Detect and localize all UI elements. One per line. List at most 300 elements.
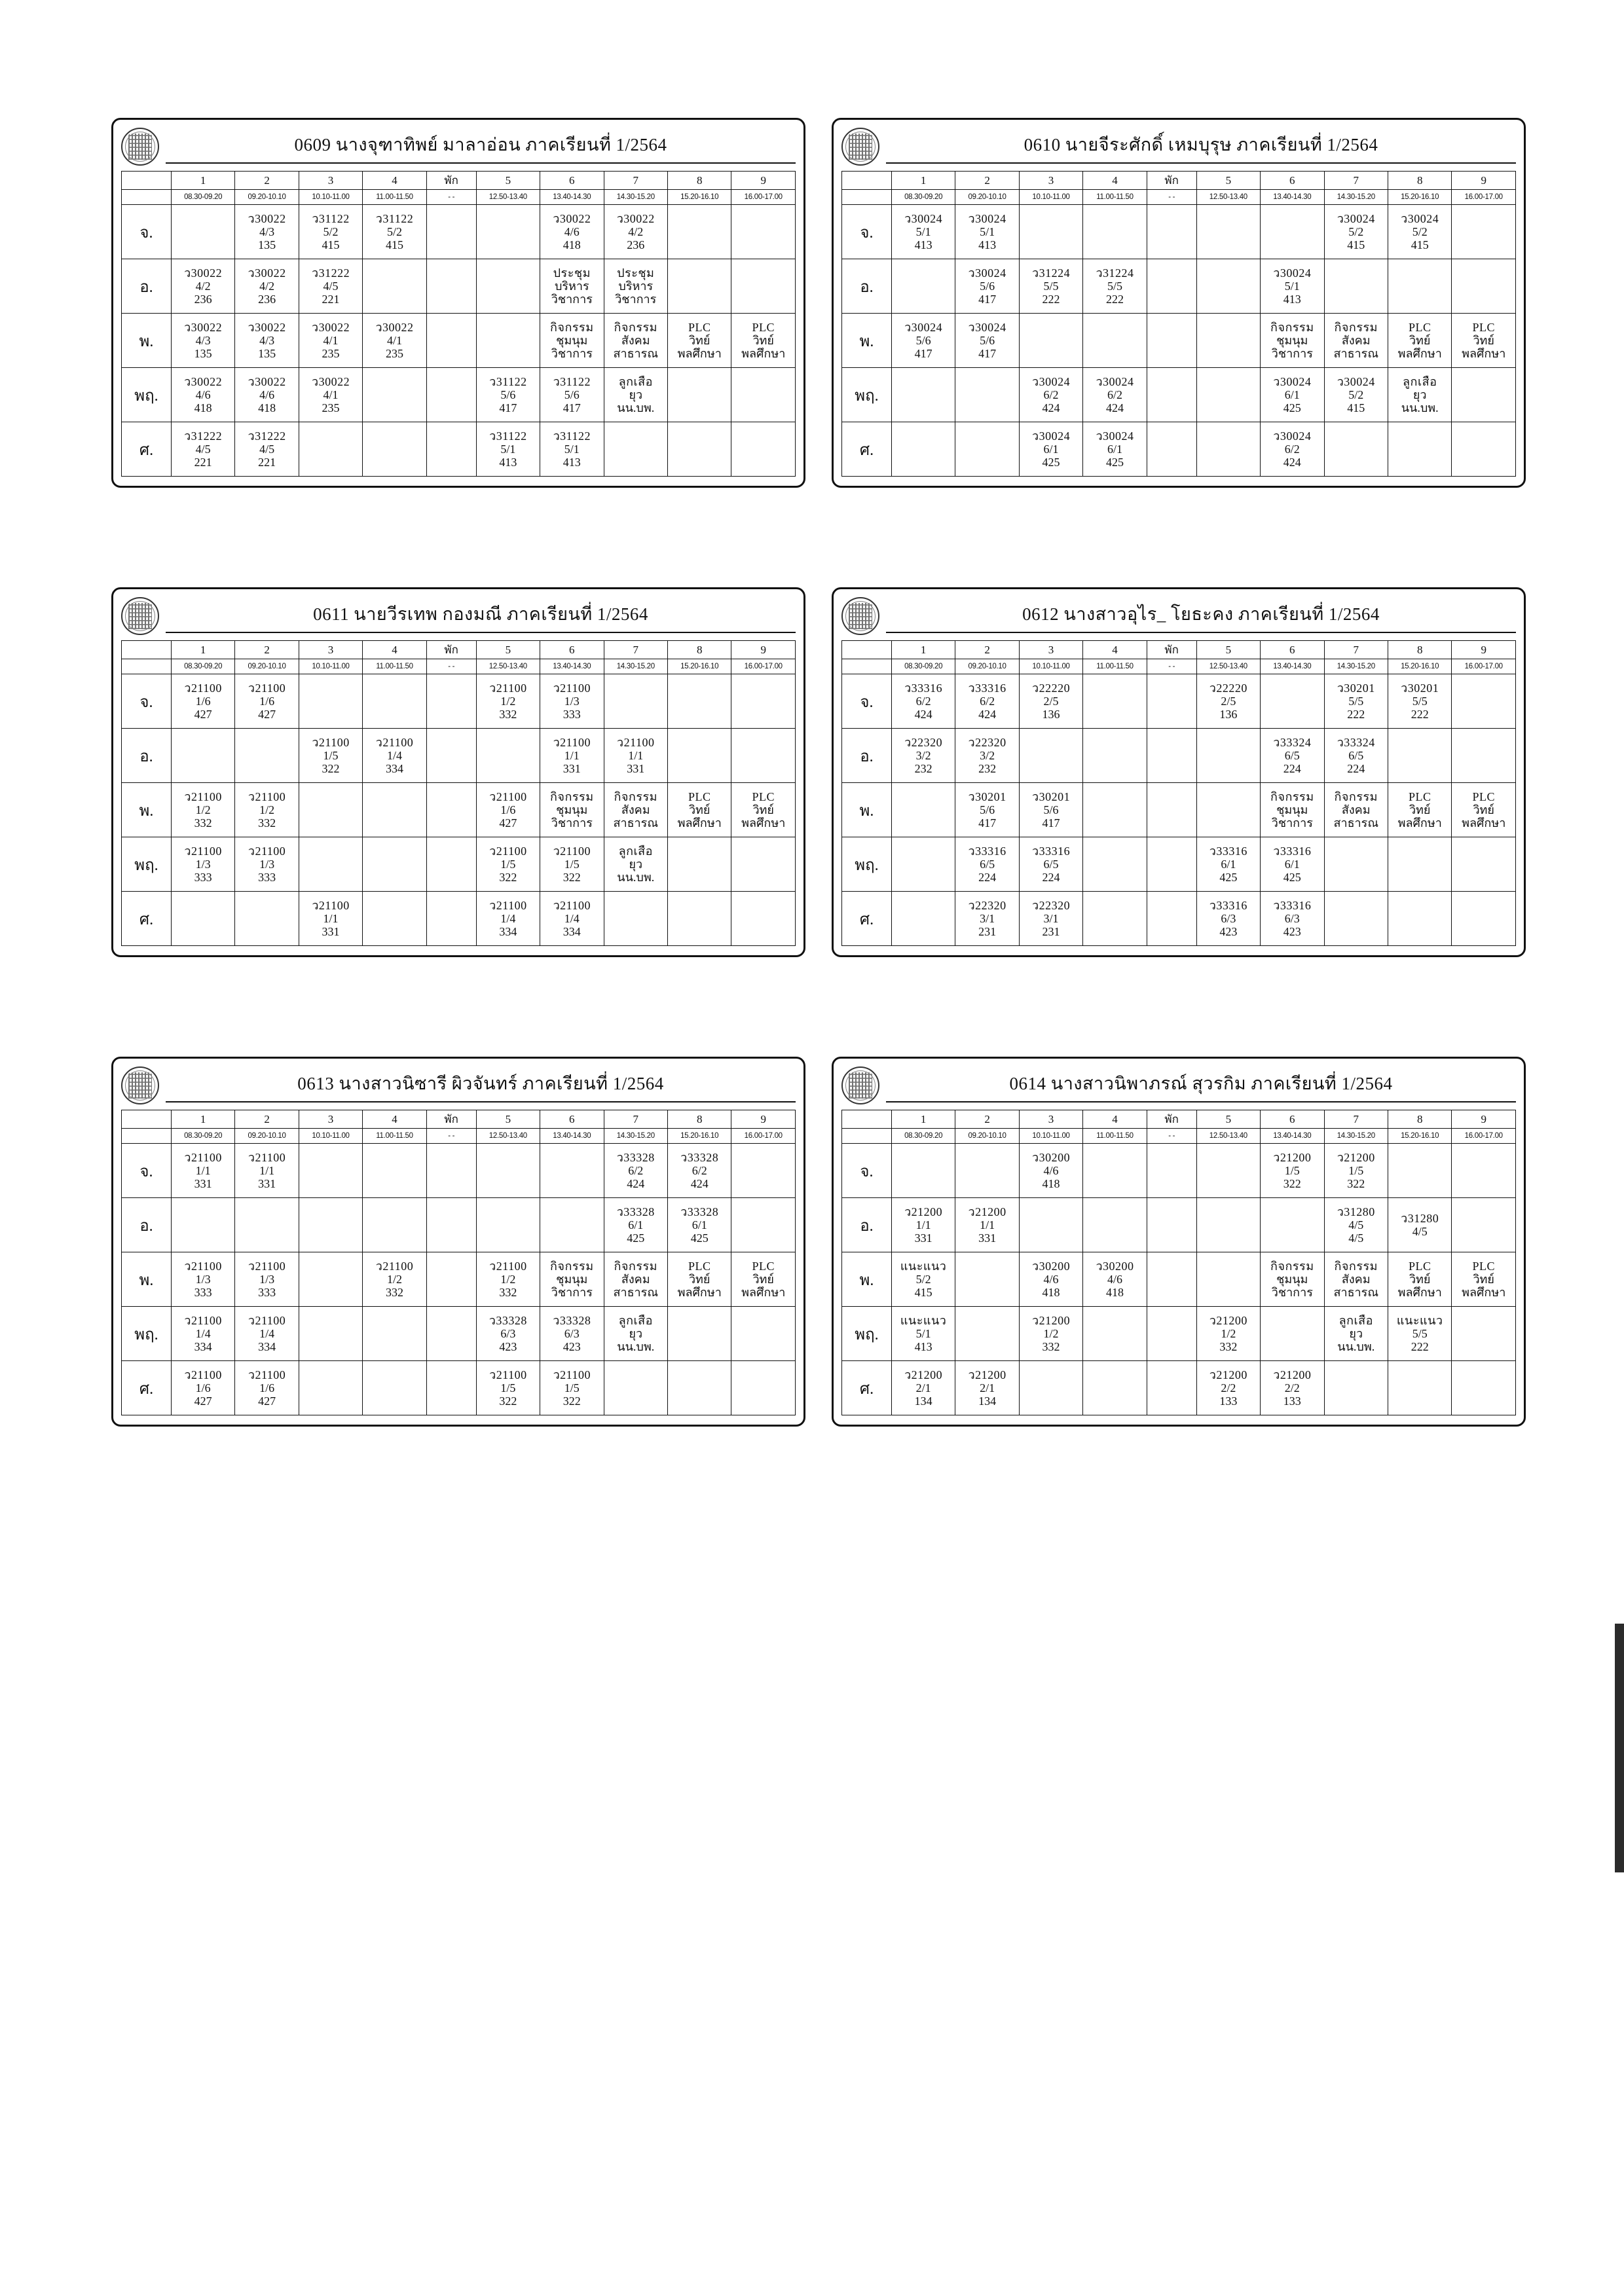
schedule-cell [1324, 1198, 1388, 1252]
schedule-cell [540, 314, 604, 368]
cell-line-2: 2/1 [915, 1381, 931, 1394]
schedule-cell [299, 1307, 362, 1361]
schedule-cell [1083, 368, 1147, 422]
schedule-cell [955, 422, 1019, 477]
card-header [841, 1065, 1516, 1107]
cell-line-3: 423 [1219, 925, 1238, 939]
day-label: ศ. [842, 1361, 892, 1415]
day-label: พฤ. [122, 837, 172, 892]
schedule-cell [1388, 205, 1451, 259]
schedule-cell [604, 1144, 667, 1198]
cell-line-3: 417 [978, 816, 997, 830]
break-cell [426, 259, 476, 314]
cell-line-2: 6/5 [1284, 748, 1300, 762]
cell-line-2: วิทย์ [688, 333, 710, 347]
cell-line-1: กิจกรรม [1334, 320, 1378, 334]
cell-line-1: ว21200 [904, 1205, 943, 1218]
cell-line-2: 4/6 [259, 388, 275, 401]
period-time-9: 15.20-16.10 [667, 659, 731, 674]
schedule-cell [171, 837, 234, 892]
cell-line-3: 222 [1347, 708, 1365, 721]
schedule-table [121, 171, 796, 477]
cell-line-2: 1/1 [980, 1218, 995, 1231]
cell-line-2: 1/2 [1043, 1326, 1059, 1340]
cell-line-1: แนะแนว [900, 1259, 947, 1273]
period-time-2: 09.20-10.10 [955, 1129, 1019, 1144]
schedule-cell [1452, 1144, 1516, 1198]
period-time-7: 13.40-14.30 [1261, 659, 1324, 674]
schedule-cell [891, 259, 955, 314]
period-time-6: 12.50-13.40 [476, 1129, 540, 1144]
cell-line-1: ว21100 [489, 844, 527, 858]
period-time-10: 16.00-17.00 [731, 190, 796, 205]
cell-line-3: 222 [1411, 1340, 1429, 1354]
schedule-cell [1019, 314, 1082, 368]
schedule-cell [731, 1361, 796, 1415]
cell-line-3: 413 [1283, 293, 1301, 306]
cell-content [955, 314, 1018, 367]
cell-content [1261, 783, 1323, 837]
school-seal-icon [841, 1066, 879, 1104]
cell-content [477, 422, 540, 476]
cell-line-3: 424 [914, 708, 932, 721]
card-header [841, 596, 1516, 638]
schedule-cell [1388, 1307, 1451, 1361]
cell-line-3: 415 [1347, 238, 1365, 252]
schedule-cell [299, 1144, 362, 1198]
period-number-4: 4 [363, 641, 426, 659]
schedule-cell [299, 892, 362, 946]
cell-line-2: 4/2 [195, 279, 211, 293]
schedule-cell [1261, 783, 1324, 837]
cell-content [1197, 674, 1260, 728]
cell-line-1: ว21100 [489, 681, 527, 695]
cell-line-3: 334 [385, 762, 403, 776]
period-number-8: 7 [1324, 1110, 1388, 1129]
card-title: 0611 นายวีรเทพ กองมณี ภาคเรียนที่ 1/2564 [166, 600, 796, 633]
schedule-cell [476, 729, 540, 783]
cell-line-3: พลศึกษา [1462, 816, 1506, 830]
cell-content [1388, 1252, 1451, 1306]
schedule-cell [363, 314, 426, 368]
day-label: พ. [122, 314, 172, 368]
cell-line-2: 1/6 [259, 694, 275, 708]
schedule-cell [171, 368, 234, 422]
cell-content [172, 368, 234, 422]
cell-line-3: 331 [194, 1177, 212, 1191]
cell-line-3: 413 [563, 456, 581, 469]
cell-line-3: 322 [1347, 1177, 1365, 1191]
cell-line-2: 1/4 [259, 1326, 275, 1340]
cell-content [1020, 837, 1082, 891]
cell-line-1: PLC [1408, 320, 1431, 334]
schedule-cell [1388, 1198, 1451, 1252]
cell-line-3: 231 [1042, 925, 1060, 939]
schedule-cell [891, 205, 955, 259]
cell-line-1: ว33328 [489, 1313, 527, 1327]
cell-line-3: 331 [322, 925, 340, 939]
cell-content [299, 368, 362, 422]
period-number-2: 2 [235, 172, 299, 190]
cell-content [477, 1252, 540, 1306]
cell-content [477, 1307, 540, 1360]
table-row [122, 1361, 796, 1415]
cell-line-2: บริหาร [618, 279, 654, 293]
corner-cell-time [122, 659, 172, 674]
schedule-cell [891, 314, 955, 368]
cell-content [1020, 259, 1082, 313]
cell-line-3: 322 [563, 871, 581, 884]
schedule-cell [1452, 1252, 1516, 1307]
cell-content [1261, 1144, 1323, 1197]
cell-content [540, 1307, 603, 1360]
cell-line-1: ว30201 [968, 790, 1006, 803]
cell-line-2: วิทย์ [1473, 803, 1494, 816]
cell-content [540, 892, 603, 945]
cell-line-3: 332 [499, 1286, 517, 1300]
period-time-9: 15.20-16.10 [1388, 659, 1451, 674]
cell-line-2: 3/2 [980, 748, 995, 762]
cell-line-3: 232 [914, 762, 932, 776]
cell-line-2: 6/1 [1043, 442, 1059, 456]
schedule-cell [604, 1307, 667, 1361]
cell-line-2: 4/5 [323, 279, 339, 293]
schedule-cell [604, 1198, 667, 1252]
schedule-cell [171, 674, 234, 729]
cell-line-2: ยุว [1349, 1326, 1363, 1340]
period-time-9: 15.20-16.10 [667, 190, 731, 205]
schedule-cell [891, 1361, 955, 1415]
schedule-cell [667, 729, 731, 783]
cell-line-2: สังคม [621, 803, 650, 816]
cell-line-3: 222 [1042, 293, 1060, 306]
period-number-3: 3 [299, 1110, 362, 1129]
cell-line-1: ว21100 [248, 681, 286, 695]
cell-content [1020, 422, 1082, 476]
cell-line-1: ว33328 [616, 1205, 655, 1218]
cell-content [955, 1361, 1018, 1415]
period-number-2: 2 [955, 172, 1019, 190]
cell-line-3: 135 [258, 347, 276, 361]
cell-content [1325, 1144, 1388, 1197]
cell-line-1: ว21100 [248, 1368, 286, 1381]
break-cell [1147, 892, 1196, 946]
cell-line-1: ว21100 [375, 1259, 414, 1273]
cell-line-3: 221 [258, 456, 276, 469]
cell-content [1020, 1307, 1082, 1360]
schedule-cell [731, 259, 796, 314]
period-number-9: 8 [667, 1110, 731, 1129]
cell-line-2: วิทย์ [1409, 1272, 1431, 1286]
cell-line-1: ว30022 [616, 211, 655, 225]
period-number-10: 9 [1452, 172, 1516, 190]
cell-line-3: 417 [978, 347, 997, 361]
cell-content [1388, 1307, 1451, 1360]
period-number-7: 6 [540, 641, 604, 659]
cell-line-2: 4/6 [1043, 1163, 1059, 1177]
schedule-cell [604, 368, 667, 422]
period-time-row [122, 659, 796, 674]
period-time-3: 10.10-11.00 [1019, 190, 1082, 205]
cell-content [172, 1307, 234, 1360]
cell-line-1: ว21100 [375, 735, 414, 749]
break-cell [1147, 837, 1196, 892]
cell-line-2: 4/3 [259, 225, 275, 238]
cell-line-3: 417 [563, 401, 581, 415]
period-number-1: 1 [891, 172, 955, 190]
period-time-6: 12.50-13.40 [476, 190, 540, 205]
corner-cell-time [842, 1129, 892, 1144]
cell-content [477, 892, 540, 945]
period-number-6: 5 [476, 641, 540, 659]
cell-line-3: 417 [978, 293, 997, 306]
schedule-cell [1324, 674, 1388, 729]
cell-line-2: 3/2 [915, 748, 931, 762]
period-number-6: 5 [1196, 641, 1260, 659]
cell-line-2: 1/6 [195, 694, 211, 708]
cell-content [1261, 729, 1323, 782]
break-cell [1147, 422, 1196, 477]
cell-line-3: 415 [914, 1286, 932, 1300]
cell-line-3: นน.บพ. [1337, 1340, 1375, 1354]
schedule-cell [476, 892, 540, 946]
cell-content [540, 837, 603, 891]
schedule-cell [476, 368, 540, 422]
cell-line-2: 5/1 [915, 1326, 931, 1340]
cell-line-1: กิจกรรม [550, 1259, 594, 1273]
day-label: อ. [842, 1198, 892, 1252]
cell-line-3: 331 [914, 1231, 932, 1245]
break-cell [1147, 259, 1196, 314]
cell-line-1: ว33324 [1273, 735, 1312, 749]
period-number-1: 1 [171, 641, 234, 659]
cell-line-1: ว31224 [1096, 266, 1134, 280]
cell-line-1: ว21100 [184, 844, 222, 858]
cell-line-1: ว21100 [248, 1313, 286, 1327]
cell-line-1: ว22220 [1209, 681, 1247, 695]
schedule-cell [476, 422, 540, 477]
cell-line-2: 4/2 [628, 225, 644, 238]
corner-cell [842, 1110, 892, 1129]
schedule-cell [731, 1252, 796, 1307]
cell-content [1325, 783, 1388, 837]
cell-line-3: 424 [627, 1177, 645, 1191]
day-label: พฤ. [842, 1307, 892, 1361]
schedule-cell [1261, 1361, 1324, 1415]
corner-cell [842, 172, 892, 190]
schedule-cell [1261, 729, 1324, 783]
cell-line-1: ว30024 [1337, 374, 1375, 388]
schedule-cell [540, 783, 604, 837]
school-seal-icon [841, 597, 879, 635]
cell-line-1: ว30024 [1337, 211, 1375, 225]
cell-line-3: 413 [499, 456, 517, 469]
break-cell [426, 422, 476, 477]
cell-line-3: 418 [194, 401, 212, 415]
schedule-cell [955, 1144, 1019, 1198]
period-time-4: 11.00-11.50 [363, 659, 426, 674]
cell-line-3: วิชาการ [1271, 1286, 1313, 1300]
cell-line-2: 1/5 [500, 1381, 516, 1394]
cell-line-2: 4/3 [259, 333, 275, 347]
cell-line-1: ลูกเสือ [618, 844, 653, 858]
cell-line-1: ว33324 [1337, 735, 1375, 749]
cell-content [235, 1252, 298, 1306]
schedule-cell [1019, 259, 1082, 314]
cell-line-1: ว21200 [1209, 1368, 1247, 1381]
schedule-cell [1196, 422, 1260, 477]
cell-content [299, 259, 362, 313]
schedule-cell [363, 1307, 426, 1361]
schedule-cell [731, 892, 796, 946]
cell-content [955, 205, 1018, 259]
cell-line-1: ลูกเสือ [1403, 374, 1437, 388]
break-cell [426, 674, 476, 729]
cell-line-1: ว22320 [904, 735, 943, 749]
cell-line-1: ว33316 [1273, 844, 1312, 858]
cell-line-1: ว21100 [248, 844, 286, 858]
cell-line-2: 1/2 [500, 694, 516, 708]
cell-line-1: กิจกรรม [614, 790, 658, 803]
cell-line-2: 4/2 [259, 279, 275, 293]
cell-content [604, 1307, 667, 1360]
table-row [122, 368, 796, 422]
schedule-cell [1083, 259, 1147, 314]
cell-line-1: ว33328 [616, 1150, 655, 1164]
cell-line-1: ว21100 [248, 1259, 286, 1273]
cell-content [235, 783, 298, 837]
cell-content [1197, 1361, 1260, 1415]
period-time-8: 14.30-15.20 [604, 659, 667, 674]
day-label: พ. [842, 314, 892, 368]
cell-line-2: 6/3 [1221, 911, 1236, 925]
period-number-6: 5 [1196, 172, 1260, 190]
cell-line-1: ว33316 [904, 681, 943, 695]
schedule-cell [1019, 1144, 1082, 1198]
schedule-cell [1388, 729, 1451, 783]
table-row [122, 1144, 796, 1198]
schedule-cell [1019, 368, 1082, 422]
schedule-cell [299, 1252, 362, 1307]
break-cell [1147, 674, 1196, 729]
cell-line-1: PLC [752, 790, 775, 803]
cell-content [668, 783, 731, 837]
cell-line-2: 5/2 [915, 1272, 931, 1286]
period-time-7: 13.40-14.30 [540, 659, 604, 674]
cell-line-1: ว31122 [553, 429, 591, 443]
cell-line-2: วิทย์ [1473, 333, 1494, 347]
cell-line-1: ว30022 [184, 266, 223, 280]
period-time-10: 16.00-17.00 [1452, 1129, 1516, 1144]
period-time-10: 16.00-17.00 [731, 1129, 796, 1144]
cell-content [172, 1361, 234, 1415]
table-row [122, 1252, 796, 1307]
cell-line-3: 413 [914, 1340, 932, 1354]
period-time-8: 14.30-15.20 [1324, 190, 1388, 205]
cell-line-1: ประชุม [553, 266, 591, 280]
schedule-cell [476, 674, 540, 729]
period-number-3: 3 [1019, 172, 1082, 190]
schedule-cell [476, 1144, 540, 1198]
cell-line-2: 6/2 [692, 1163, 707, 1177]
schedule-cell [1388, 368, 1451, 422]
cell-content [1388, 783, 1451, 837]
cell-content [299, 729, 362, 782]
cell-line-3: 333 [194, 1286, 212, 1300]
schedule-table [121, 640, 796, 946]
period-number-8: 7 [1324, 641, 1388, 659]
cell-line-3: 322 [499, 1394, 517, 1408]
period-number-4: 4 [1083, 641, 1147, 659]
cell-line-2: 1/5 [323, 748, 339, 762]
cell-content [668, 1144, 731, 1197]
schedule-cell [540, 729, 604, 783]
corner-cell-time [842, 190, 892, 205]
cell-line-1: ว30022 [248, 266, 286, 280]
cell-content [1325, 1198, 1388, 1252]
cell-line-1: ว21100 [553, 844, 591, 858]
schedule-cell [1324, 729, 1388, 783]
period-time-4: 11.00-11.50 [1083, 1129, 1147, 1144]
table-row [842, 1361, 1516, 1415]
schedule-cell [299, 368, 362, 422]
schedule-cell [363, 422, 426, 477]
schedule-cell [604, 783, 667, 837]
break-cell [426, 314, 476, 368]
period-number-7: 6 [540, 1110, 604, 1129]
school-seal-icon [121, 1066, 159, 1104]
cell-content [604, 837, 667, 891]
period-number-10: 9 [1452, 1110, 1516, 1129]
schedule-cell [235, 1252, 299, 1307]
schedule-cell [891, 1252, 955, 1307]
schedule-cell [1261, 837, 1324, 892]
cell-content [604, 1144, 667, 1197]
cell-line-1: PLC [1408, 790, 1431, 803]
cell-content [235, 1307, 298, 1360]
break-cell [1147, 368, 1196, 422]
corner-cell [122, 1110, 172, 1129]
period-number-8: 7 [604, 641, 667, 659]
period-number-1: 1 [171, 172, 234, 190]
period-number-9: 8 [667, 172, 731, 190]
cell-line-2: 1/5 [500, 857, 516, 871]
cell-line-2: 6/1 [1284, 388, 1300, 401]
schedule-card [832, 1057, 1526, 1427]
cell-line-3: พลศึกษา [677, 816, 722, 830]
cell-line-3: 236 [194, 293, 212, 306]
schedule-cell [667, 1361, 731, 1415]
period-number-8: 7 [604, 172, 667, 190]
schedule-cell [1083, 837, 1147, 892]
schedule-cell [1324, 1252, 1388, 1307]
cell-line-1: ว21100 [617, 735, 655, 749]
cell-line-1: กิจกรรม [1334, 790, 1378, 803]
schedule-cell [1196, 314, 1260, 368]
cell-line-3: 334 [258, 1340, 276, 1354]
cell-line-3: 333 [194, 871, 212, 884]
cell-line-3: 427 [194, 708, 212, 721]
cell-line-1: PLC [688, 1259, 711, 1273]
cell-line-3: 423 [1283, 925, 1301, 939]
schedule-cell [171, 892, 234, 946]
cell-content [1020, 368, 1082, 422]
schedule-cell [1083, 1144, 1147, 1198]
cell-line-2: 1/4 [564, 911, 580, 925]
schedule-cell [1388, 783, 1451, 837]
cell-line-3: 424 [978, 708, 997, 721]
cell-line-1: ว33316 [1031, 844, 1071, 858]
